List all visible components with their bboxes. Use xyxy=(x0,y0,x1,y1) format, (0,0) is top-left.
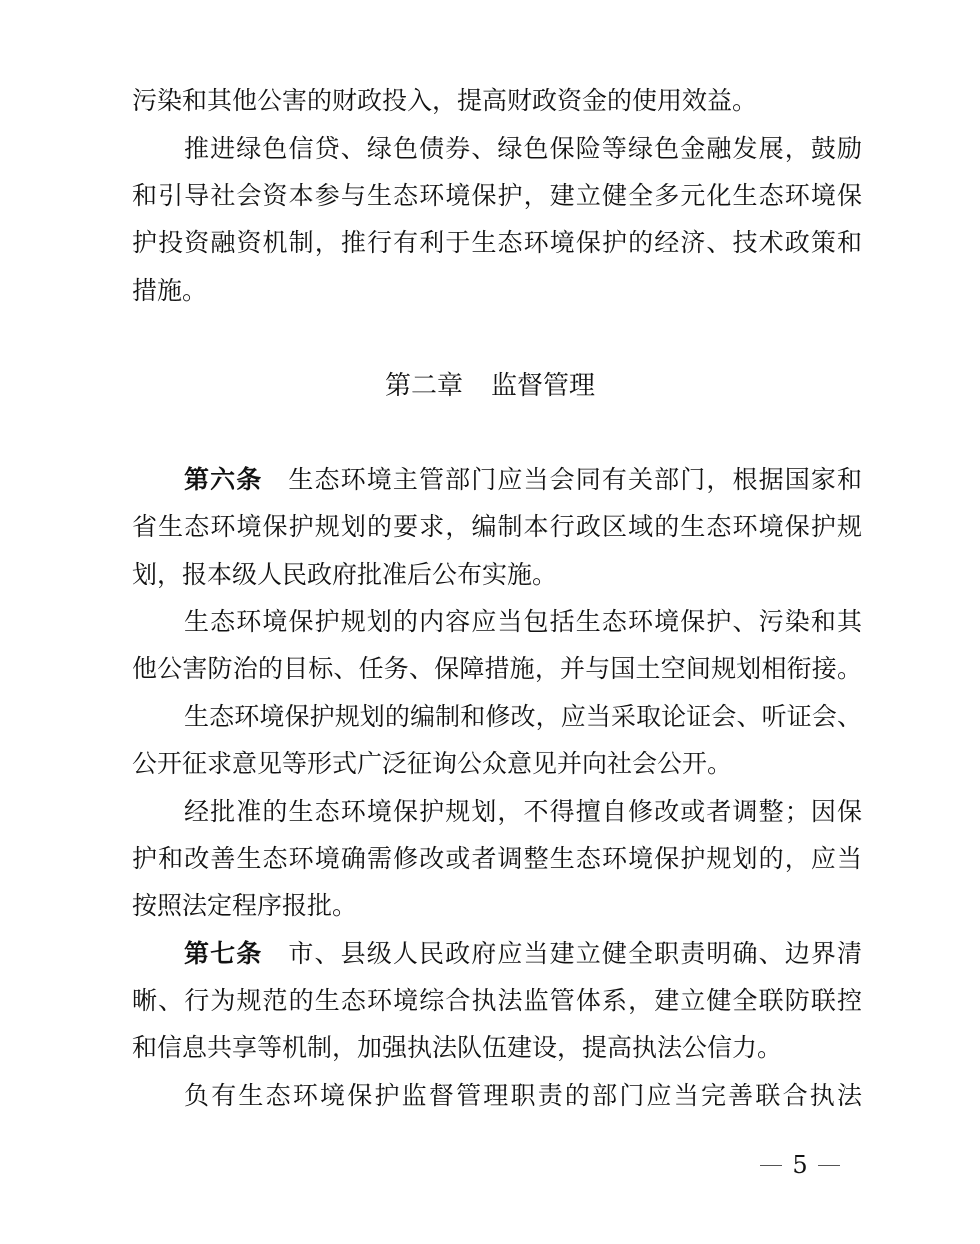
chapter-title: 监督管理 xyxy=(491,371,596,401)
article-6-line xyxy=(184,465,862,495)
paragraph-line: 生态环境保护规划的编制和修改，应当采取论证会、听证会、 xyxy=(184,702,862,731)
page-footer xyxy=(760,1150,840,1180)
article-text: 市、县级人民政府应当建立健全职责明确、边界清 xyxy=(288,939,862,968)
paragraph-line: 和信息共享等机制，加强执法队伍建设，提高执法公信力。 xyxy=(132,1033,783,1062)
footer-dash-left xyxy=(760,1165,782,1166)
paragraph-line: 生态环境保护规划的内容应当包括生态环境保护、污染和其 xyxy=(184,607,862,636)
article-text: 生态环境主管部门应当会同有关部门，根据国家和 xyxy=(288,465,862,494)
paragraph-line: 公开征求意见等形式广泛征询公众意见并向社会公开。 xyxy=(132,749,733,778)
paragraph-line: 省生态环境保护规划的要求，编制本行政区域的生态环境保护规 xyxy=(132,512,862,541)
paragraph-line: 护投资融资机制，推行有利于生态环境保护的经济、技术政策和 xyxy=(132,228,862,257)
paragraph-line: 推进绿色信贷、绿色债券、绿色保险等绿色金融发展，鼓励 xyxy=(184,134,862,163)
footer-dash-right xyxy=(818,1165,840,1166)
paragraph-line: 污染和其他公害的财政投入，提高财政资金的使用效益。 xyxy=(132,86,758,115)
paragraph-line: 按照法定程序报批。 xyxy=(132,891,358,920)
chapter-heading xyxy=(0,370,980,402)
paragraph-line: 和引导社会资本参与生态环境保护，建立健全多元化生态环境保 xyxy=(132,181,862,210)
page-number: 5 xyxy=(792,1151,808,1179)
paragraph-line: 负有生态环境保护监督管理职责的部门应当完善联合执法 xyxy=(184,1081,862,1110)
article-label: 第七条 xyxy=(184,939,263,968)
paragraph-line: 晰、行为规范的生态环境综合执法监管体系，建立健全联防联控 xyxy=(132,986,862,1015)
paragraph-line: 他公害防治的目标、任务、保障措施，并与国土空间规划相衔接。 xyxy=(132,654,862,683)
chapter-number: 第二章 xyxy=(384,371,463,401)
article-label: 第六条 xyxy=(184,465,263,494)
paragraph-line: 措施。 xyxy=(132,276,208,305)
paragraph-line: 经批准的生态环境保护规划，不得擅自修改或者调整；因保 xyxy=(184,797,862,826)
paragraph-line: 护和改善生态环境确需修改或者调整生态环境保护规划的，应当 xyxy=(132,844,862,873)
article-7-line xyxy=(184,939,862,969)
paragraph-line: 划，报本级人民政府批准后公布实施。 xyxy=(132,560,558,589)
